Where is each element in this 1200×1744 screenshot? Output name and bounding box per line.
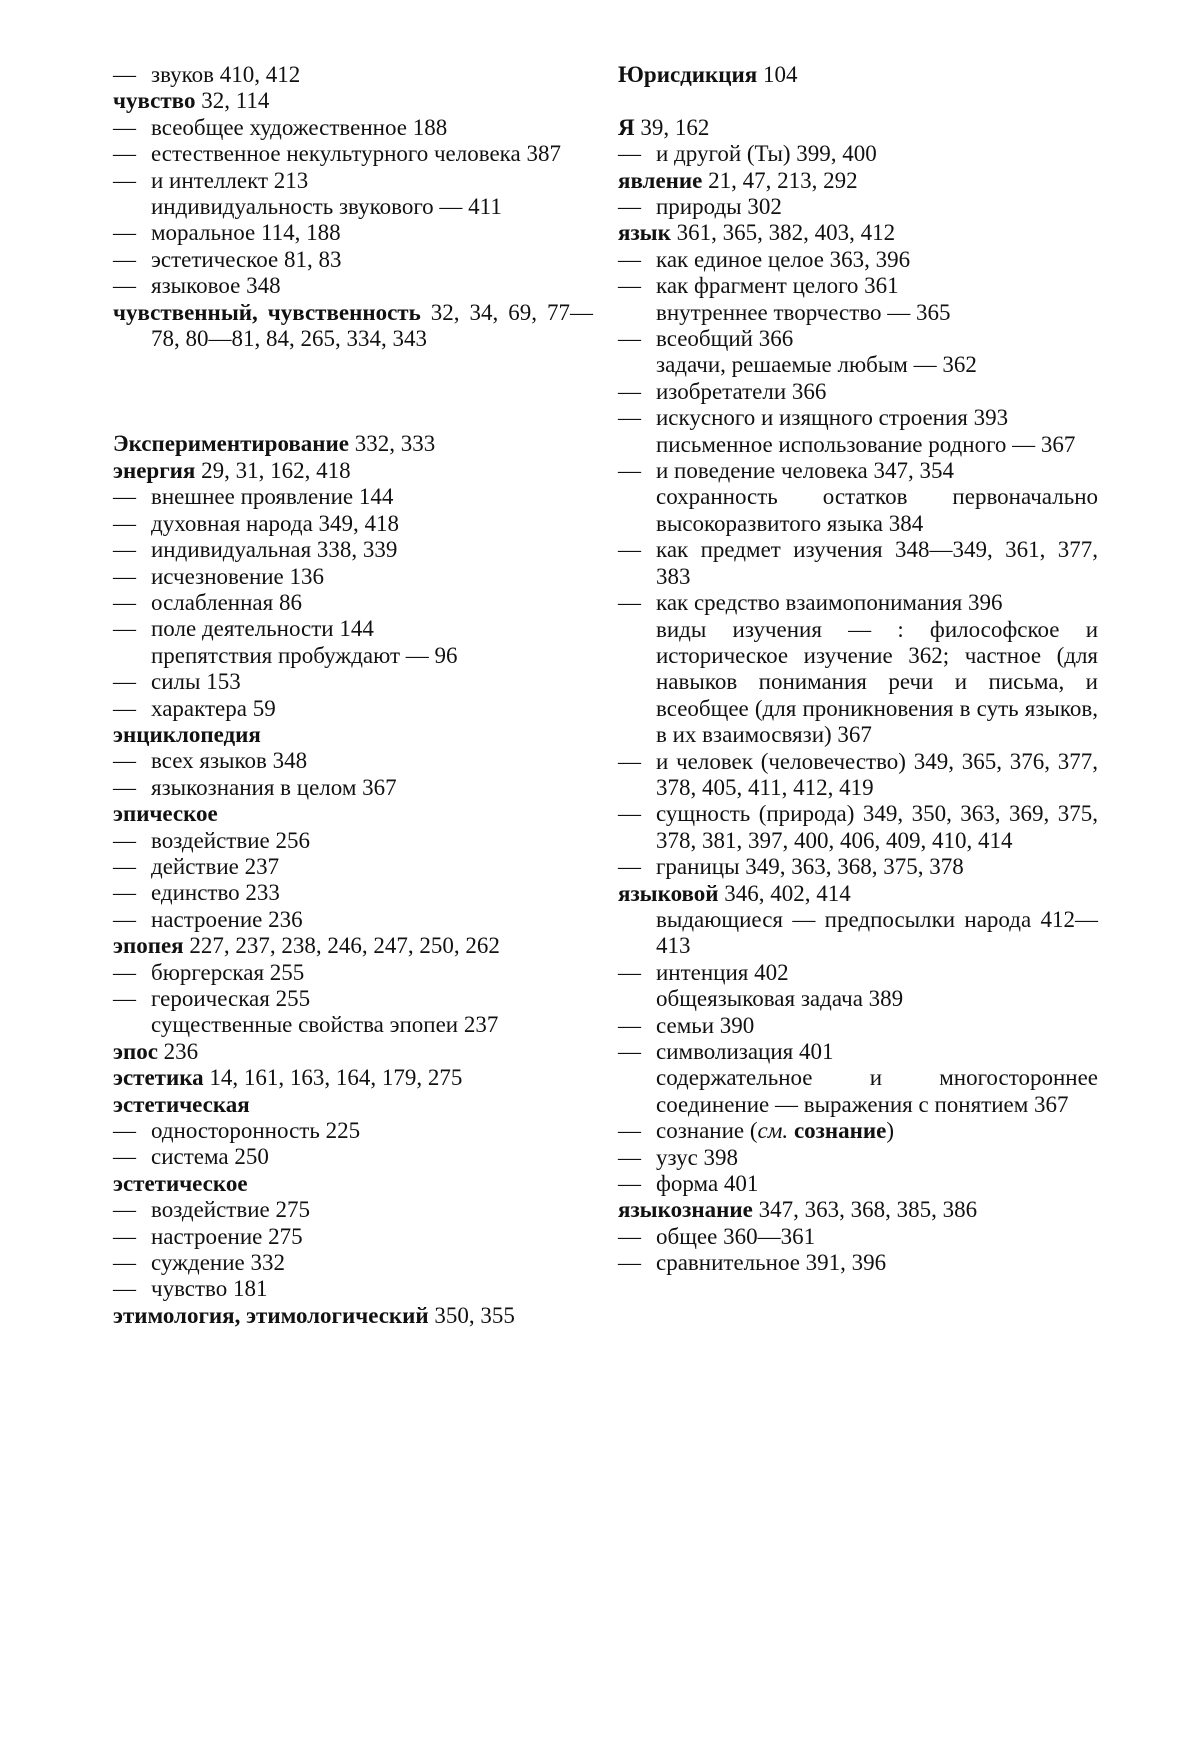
index-dash: — [113,141,136,167]
index-subentry-text: исчезновение 136 [151,563,325,589]
index-dash: — [113,273,136,299]
index-subentry [113,1224,593,1250]
index-subentry-text: индивидуальная 338, 339 [151,537,398,563]
index-subentry [618,1145,1098,1171]
index-subentry [618,537,1098,590]
index-pages: 104 [757,62,798,87]
index-subentry-text: естественное некультурного человека 387 [151,141,561,167]
index-term: эпос [113,1038,158,1064]
index-dash: — [618,326,641,352]
index-subentry [113,273,593,299]
index-subentry-text: настроение 275 [151,1223,303,1249]
index-continuation [618,432,1098,458]
index-dash: — [113,774,136,800]
index-subentry-text: границы 349, 363, 368, 375, 378 [656,854,964,880]
index-subentry [113,775,593,801]
index-see-entry [618,1118,1098,1144]
index-subentry [113,141,593,167]
index-pages: 32, 34, 69, 77—78, 80—81, 84, 265, 334, 343 [151,299,594,352]
index-dash: — [113,167,136,193]
index-dash: — [113,62,136,87]
index-subentry-text: всеобщий 366 [656,326,794,352]
index-subentry [113,1250,593,1276]
index-subentry-text: как предмет изучения 348—349, 361, 377, 383 [656,537,1098,589]
see-close: ) [886,1118,895,1144]
index-subentry [618,801,1098,854]
index-dash: — [618,378,641,404]
index-subentry-text: всеобщее художественное 188 [151,114,448,140]
index-pages: 14, 161, 163, 164, 179, 275 [203,1065,463,1091]
index-subentry [113,1197,593,1223]
index-subentry [113,748,593,774]
index-pages: 39, 162 [634,114,710,140]
index-continuation-text: сохранность остатков первоначально высокоразвитого языка 384 [656,484,1098,536]
index-continuation [618,484,1098,537]
index-continuation-text: письменное использование родного — 367 [656,431,1076,457]
index-pages: 346, 402, 414 [718,880,851,906]
index-subentry [113,828,593,854]
index-term: языковой [618,880,719,906]
index-term: энциклопедия [113,721,261,747]
index-continuation-text: существенные свойства эпопеи 237 [151,1012,499,1038]
index-continuation-text: препятствия пробуждают — 96 [151,642,458,668]
index-heading-entry [113,458,593,484]
index-dash: — [618,537,641,563]
index-heading-entry [113,933,593,959]
index-pages: 32, 114 [195,88,270,114]
index-subentry-text: и другой (Ты) 399, 400 [656,141,877,167]
index-dash: — [113,695,136,721]
index-subentry [618,1039,1098,1065]
index-subentry-text: узус 398 [656,1144,739,1170]
index-dash: — [113,959,136,985]
index-subentry [618,1224,1098,1250]
index-subentry-text: единство 233 [151,880,280,906]
index-subentry-text: односторонность 225 [151,1118,361,1144]
index-column-left [113,62,593,1329]
index-dash: — [113,510,136,536]
index-dash: — [113,1197,136,1223]
index-continuation-text: выдающиеся — предпосылки народа 412—413 [656,906,1098,959]
index-pages: 332, 333 [349,431,436,457]
index-continuation [618,986,1098,1012]
index-pages: 227, 237, 238, 246, 247, 250, 262 [183,933,500,959]
index-subentry-text: суждение 332 [151,1250,285,1276]
index-heading-entry [113,1065,593,1091]
index-heading-entry [113,88,593,114]
index-subentry [618,458,1098,484]
index-term: этимология, этимологический [113,1302,429,1328]
index-subentry [618,194,1098,220]
index-subentry [113,115,593,141]
index-pages: 236 [157,1038,199,1064]
index-subentry-text: моральное 114, 188 [151,220,341,246]
index-dash: — [618,141,641,167]
index-subentry-text: поле деятельности 144 [151,616,374,642]
index-heading-entry [113,801,593,827]
index-subentry-text: языковое 348 [151,273,281,299]
index-dash: — [618,1144,641,1170]
index-term: Экспериментирование [113,431,350,457]
index-heading-entry [618,881,1098,907]
index-dash: — [618,801,641,827]
index-subentry [113,960,593,986]
index-subentry-text: искусного и изящного строения 393 [656,405,1009,431]
index-heading-entry [618,1197,1098,1223]
index-continuation-text: виды изучения — : философское и историческое изучение 362; частное (для навыков понимания речи и письма, и всеобщее (для проникновения в суть языков, в их взаимосвязи) 367 [656,616,1098,748]
index-continuation-text: содержательное и многостороннее соединение — выражения с понятием 367 [656,1065,1098,1117]
spacer [113,352,593,431]
index-continuation [618,300,1098,326]
index-dash: — [618,246,641,272]
index-continuation [113,643,593,669]
index-term: энергия [113,457,196,483]
index-pages: 347, 363, 368, 385, 386 [752,1197,978,1223]
index-dash: — [113,1276,136,1302]
index-subentry [113,696,593,722]
index-subentry-text: характера 59 [151,695,276,721]
index-term: языкознание [618,1197,753,1223]
index-term: эпическое [113,801,218,827]
index-continuation [618,352,1098,378]
index-subentry-text: героическая 255 [151,986,311,1011]
index-subentry-text: воздействие 256 [151,827,310,853]
index-dash: — [618,590,641,616]
index-term: чувство [113,88,196,114]
index-subentry-text: действие 237 [151,853,280,879]
index-subentry [618,273,1098,299]
index-dash: — [618,405,641,431]
index-continuation [113,194,593,220]
index-term: чувственный, чувственность [113,299,421,325]
index-pages: 21, 47, 213, 292 [702,167,858,193]
index-subentry [618,1250,1098,1276]
index-subentry-text: семьи 390 [656,1012,755,1038]
index-subentry-text: ослабленная 86 [151,589,302,615]
index-heading-entry [113,1039,593,1065]
index-subentry-text: и интеллект 213 [151,167,309,193]
index-subentry-text: всех языков 348 [151,748,308,774]
index-subentry-text: как средство взаимопонимания 396 [656,590,1003,616]
index-dash: — [113,1144,136,1170]
index-dash: — [113,563,136,589]
index-continuation-text: индивидуальность звукового — 411 [151,194,502,220]
index-subentry [618,326,1098,352]
index-subentry-text: чувство 181 [151,1276,268,1302]
index-subentry-text: эстетическое 81, 83 [151,246,342,272]
index-subentry-text: изобретатели 366 [656,378,827,404]
index-subentry-text: и поведение человека 347, 354 [656,458,954,484]
index-subentry [113,669,593,695]
index-term: эстетическое [113,1170,248,1196]
index-heading-entry [113,1171,593,1197]
index-subentry-text: силы 153 [151,669,241,695]
index-subentry-text: сравнительное 391, 396 [656,1250,887,1276]
index-dash: — [113,484,136,510]
index-dash: — [618,1171,641,1197]
index-continuation [113,1012,593,1038]
index-subentry [618,379,1098,405]
index-subentry [113,247,593,273]
index-dash: — [113,827,136,853]
index-subentry [113,62,593,88]
index-continuation [618,1065,1098,1118]
index-dash: — [113,1118,136,1144]
index-subentry [113,511,593,537]
index-subentry-text: сознание ( [656,1118,758,1144]
index-term: эпопея [113,933,184,959]
index-subentry [113,537,593,563]
index-subentry-text: духовная народа 349, 418 [151,510,400,536]
index-dash: — [113,1223,136,1249]
index-dash: — [113,220,136,246]
index-subentry-text: и человек (человечество) 349, 365, 376, 377, 378, 405, 411, 412, 419 [656,748,1098,800]
index-subentry [618,247,1098,273]
index-dash: — [113,669,136,695]
index-term: эстетическая [113,1091,250,1117]
index-subentry-text: сущность (природа) 349, 350, 363, 369, 375, 378, 381, 397, 400, 406, 409, 410, 414 [656,801,1098,853]
index-dash: — [113,906,136,932]
index-subentry [113,1144,593,1170]
index-dash: — [113,880,136,906]
index-heading-entry [113,1303,593,1329]
index-subentry-text: внешнее проявление 144 [151,484,394,510]
index-subentry [113,484,593,510]
index-dash: — [618,854,641,880]
index-term: язык [618,220,671,246]
see-reference: сознание [793,1118,887,1144]
index-subentry-text: как единое целое 363, 396 [656,246,911,272]
index-heading-entry [113,722,593,748]
index-dash: — [618,1118,641,1144]
index-subentry [113,854,593,880]
index-dash: — [113,748,136,774]
index-subentry-text: воздействие 275 [151,1197,310,1223]
index-term: Юрисдикция [618,62,758,87]
see-marker: см. [757,1118,789,1144]
index-dash: — [618,1250,641,1276]
index-dash: — [113,1250,136,1276]
index-subentry-text: как фрагмент целого 361 [656,273,899,299]
index-continuation-text: внутреннее творчество — 365 [656,299,951,325]
index-dash: — [113,853,136,879]
index-dash: — [113,114,136,140]
index-pages: 361, 365, 382, 403, 412 [670,220,896,246]
index-dash: — [113,246,136,272]
index-continuation-text: общеязыковая задача 389 [656,986,904,1012]
index-subentry [113,564,593,590]
index-subentry [618,590,1098,616]
index-subentry [618,749,1098,802]
index-pages: 29, 31, 162, 418 [195,457,351,483]
index-heading-entry [618,62,1098,88]
index-dash: — [113,986,136,1011]
index-term: Я [618,114,635,140]
index-subentry [113,220,593,246]
index-continuation [618,617,1098,749]
index-subentry-text: символизация 401 [656,1039,834,1065]
index-dash: — [618,748,641,774]
index-subentry-text: интенция 402 [656,959,789,985]
index-subentry-text: звуков 410, 412 [151,62,301,87]
index-subentry [113,907,593,933]
index-dash: — [618,1039,641,1065]
index-subentry [618,1171,1098,1197]
index-subentry [113,616,593,642]
index-subentry [113,1118,593,1144]
index-dash: — [113,589,136,615]
spacer [618,88,1098,114]
index-dash: — [618,273,641,299]
index-heading-entry [113,300,593,353]
index-subentry-text: настроение 236 [151,906,303,932]
index-subentry-text: форма 401 [656,1171,759,1197]
index-subentry [618,1013,1098,1039]
index-subentry-text: бюргерская 255 [151,959,305,985]
index-subentry [113,168,593,194]
index-continuation-text: задачи, решаемые любым — 362 [656,352,977,378]
index-subentry-text: общее 360—361 [656,1223,816,1249]
index-subentry [618,854,1098,880]
index-subentry [618,405,1098,431]
index-subentry [113,986,593,1012]
index-term: эстетика [113,1065,204,1091]
index-dash: — [618,959,641,985]
index-pages: 350, 355 [428,1302,515,1328]
index-heading-entry [113,1092,593,1118]
index-subentry [113,590,593,616]
index-dash: — [113,616,136,642]
index-continuation [618,907,1098,960]
index-subentry [618,141,1098,167]
index-term: явление [618,167,703,193]
index-subentry [113,880,593,906]
index-subentry [113,1276,593,1302]
index-heading-entry [618,115,1098,141]
index-subentry-text: система 250 [151,1144,269,1170]
index-dash: — [618,458,641,484]
index-dash: — [618,194,641,220]
index-subentry [618,960,1098,986]
index-dash: — [618,1012,641,1038]
index-heading-entry [618,220,1098,246]
index-heading-entry [113,431,593,457]
index-subentry-text: природы 302 [656,194,782,220]
index-dash: — [113,537,136,563]
index-heading-entry [618,168,1098,194]
index-dash: — [618,1223,641,1249]
index-column-right [618,62,1098,1277]
index-subentry-text: языкознания в целом 367 [151,774,397,800]
